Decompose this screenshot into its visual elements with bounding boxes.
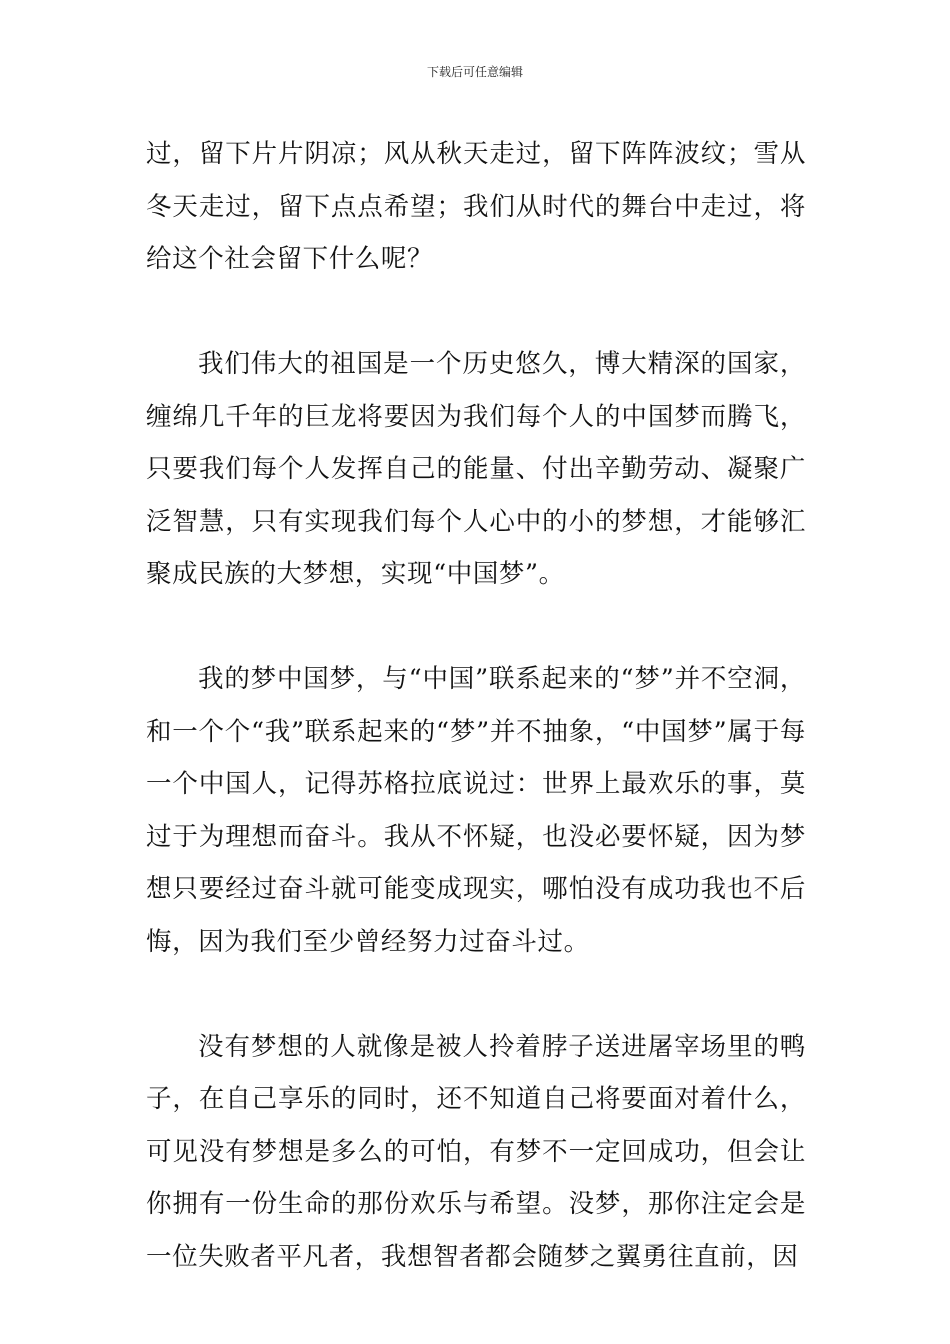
paragraph-continuation: 过，留下片片阴凉；风从秋天走过，留下阵阵波纹；雪从冬天走过，留下点点希望；我们从时代的舞台中走过，将给这个社会留下什么呢？ <box>146 139 806 274</box>
paragraph-gap <box>146 968 806 1021</box>
paragraph: 我的梦中国梦，与“中国”联系起来的“梦”并不空洞，和一个个“我”联系起来的“梦”并不抽象，“中国梦”属于每一个中国人，记得苏格拉底说过：世界上最欢乐的事，莫过于为理想而奋斗。我从不怀疑，也没必要怀疑，因为梦想只要经过奋斗就可能变成现实，哪怕没有成功我也不后悔，因为我们至少曾经努力过奋斗过。 <box>146 664 806 957</box>
paragraph-gap <box>146 286 806 339</box>
paragraph: 没有梦想的人就像是被人拎着脖子送进屠宰场里的鸭子，在自己享乐的同时，还不知道自己将要面对着什么，可见没有梦想是多么的可怕，有梦不一定回成功，但会让你拥有一份生命的那份欢乐与希望。没梦，那你注定会是一位失败者平凡者，我想智者都会随梦之翼勇往直前，因 <box>146 1031 806 1272</box>
paragraph: 我们伟大的祖国是一个历史悠久，博大精深的国家，缠绵几千年的巨龙将要因为我们每个人的中国梦而腾飞，只要我们每个人发挥自己的能量、付出辛勤劳动、凝聚广泛智慧，只有实现我们每个人心中的小的梦想，才能够汇聚成民族的大梦想，实现“中国梦”。 <box>146 349 806 589</box>
page-header: 下载后可任意编辑 <box>426 65 523 79</box>
document-body <box>146 128 806 1283</box>
paragraph-gap <box>146 601 806 654</box>
